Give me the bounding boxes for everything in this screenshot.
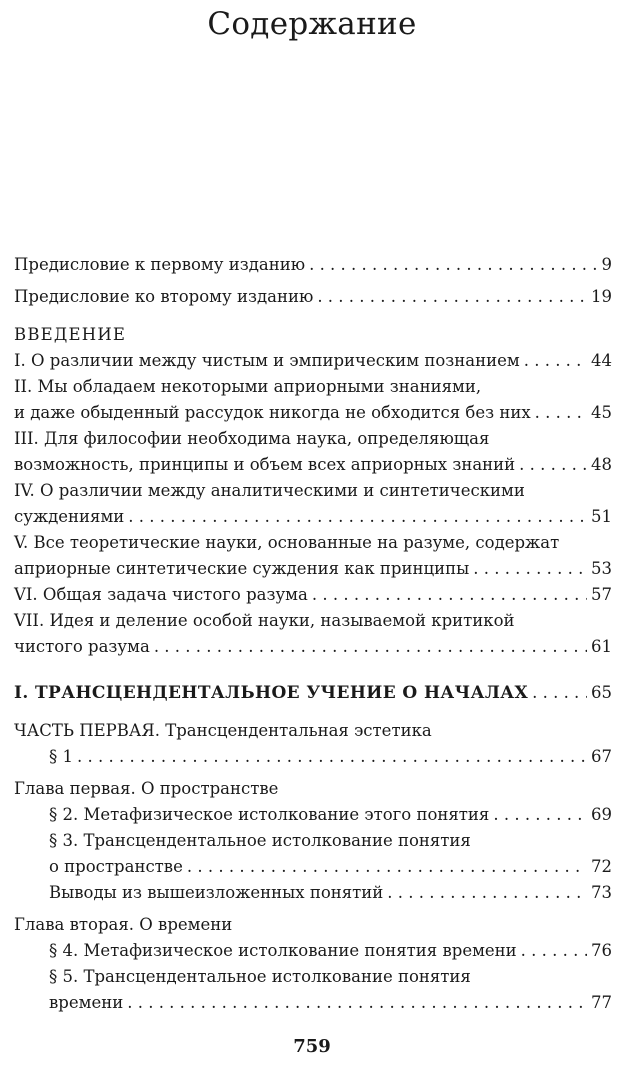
entry-text-line-1: IV. О различии между аналитическими и синтетическими <box>14 481 525 500</box>
chapter-heading-time: Глава вторая. О времени <box>14 915 233 934</box>
entry-text: априорные синтетические суждения как принципы <box>14 559 470 578</box>
entry-page: 67 <box>591 747 612 766</box>
toc-entry-s2[interactable] <box>14 802 612 828</box>
entry-text: о пространстве <box>49 857 183 876</box>
part-heading-aesthetics: ЧАСТЬ ПЕРВАЯ. Трансцендентальная эстетика <box>14 721 432 740</box>
toc-entry-preface-first[interactable] <box>14 252 612 278</box>
toc-entry-intro-6[interactable] <box>14 582 612 608</box>
entry-text-line-1: VII. Идея и деление особой науки, называемой критикой <box>14 611 515 630</box>
entry-page: 61 <box>591 637 612 656</box>
leader-dots <box>312 582 587 608</box>
page-number: 759 <box>293 1036 331 1057</box>
leader-dots <box>532 680 587 706</box>
leader-dots <box>154 634 587 660</box>
entry-page: 76 <box>591 941 612 960</box>
leader-dots <box>519 452 587 478</box>
entry-page: 73 <box>591 883 612 902</box>
entry-page: 44 <box>591 351 612 370</box>
entry-page: 69 <box>591 805 612 824</box>
entry-text: и даже обыденный рассудок никогда не обходится без них <box>14 403 531 422</box>
leader-dots <box>77 744 587 770</box>
entry-page: 77 <box>591 993 612 1012</box>
entry-text: возможность, принципы и объем всех априорных знаний <box>14 455 516 474</box>
toc-entry-preface-second[interactable] <box>14 284 612 310</box>
entry-text: I. ТРАНСЦЕНДЕНТАЛЬНОЕ УЧЕНИЕ О НАЧАЛАХ <box>14 683 529 703</box>
toc-entry-intro-3[interactable] <box>14 426 612 478</box>
entry-text: § 4. Метафизическое истолкование понятия времени <box>49 941 517 960</box>
table-of-contents <box>14 252 612 1016</box>
entry-page: 48 <box>591 455 612 474</box>
toc-entry-intro-4[interactable] <box>14 478 612 530</box>
leader-dots <box>187 854 587 880</box>
entry-page: 45 <box>591 403 612 422</box>
toc-entry-intro-2[interactable] <box>14 374 612 426</box>
entry-text: § 1 <box>49 747 73 766</box>
entry-text-line-1: § 5. Трансцендентальное истолкование понятия <box>49 967 471 986</box>
section-heading-introduction: ВВЕДЕНИЕ <box>14 325 127 344</box>
entry-text: VI. Общая задача чистого разума <box>14 585 308 604</box>
page-title: Содержание <box>207 6 417 42</box>
entry-page: 19 <box>591 287 612 306</box>
entry-text: Предисловие ко второму изданию <box>14 287 314 306</box>
entry-page: 51 <box>591 507 612 526</box>
toc-entry-intro-7[interactable] <box>14 608 612 660</box>
toc-entry-part-1[interactable] <box>14 680 612 706</box>
toc-entry-s3[interactable] <box>14 828 612 880</box>
entry-text: I. О различии между чистым и эмпирическим познанием <box>14 351 520 370</box>
entry-text-line-1: III. Для философии необходима наука, определяющая <box>14 429 490 448</box>
entry-text: § 2. Метафизическое истолкование этого понятия <box>49 805 490 824</box>
toc-entry-s5[interactable] <box>14 964 612 1016</box>
entry-text: чистого разума <box>14 637 150 656</box>
leader-dots <box>473 556 587 582</box>
leader-dots <box>493 802 587 828</box>
toc-entry-intro-1[interactable] <box>14 348 612 374</box>
leader-dots <box>535 400 587 426</box>
entry-page: 65 <box>591 683 612 702</box>
leader-dots <box>309 252 597 278</box>
leader-dots <box>521 938 587 964</box>
leader-dots <box>317 284 587 310</box>
entry-text-line-1: § 3. Трансцендентальное истолкование понятия <box>49 831 471 850</box>
chapter-heading-space: Глава первая. О пространстве <box>14 779 279 798</box>
entry-page: 53 <box>591 559 612 578</box>
toc-entry-s4[interactable] <box>14 938 612 964</box>
leader-dots <box>524 348 587 374</box>
entry-page: 57 <box>591 585 612 604</box>
leader-dots <box>128 504 587 530</box>
entry-text: времени <box>49 993 124 1012</box>
entry-text-line-1: V. Все теоретические науки, основанные на разуме, содержат <box>14 533 560 552</box>
entry-text: Выводы из вышеизложенных понятий <box>49 883 384 902</box>
toc-entry-intro-5[interactable] <box>14 530 612 582</box>
toc-entry-conclusions[interactable] <box>14 880 612 906</box>
entry-page: 72 <box>591 857 612 876</box>
entry-text-line-1: II. Мы обладаем некоторыми априорными знаниями, <box>14 377 482 396</box>
leader-dots <box>387 880 587 906</box>
leader-dots <box>127 990 587 1016</box>
entry-text: Предисловие к первому изданию <box>14 255 306 274</box>
toc-entry-s1[interactable] <box>14 744 612 770</box>
entry-page: 9 <box>601 255 612 274</box>
entry-text: суждениями <box>14 507 125 526</box>
